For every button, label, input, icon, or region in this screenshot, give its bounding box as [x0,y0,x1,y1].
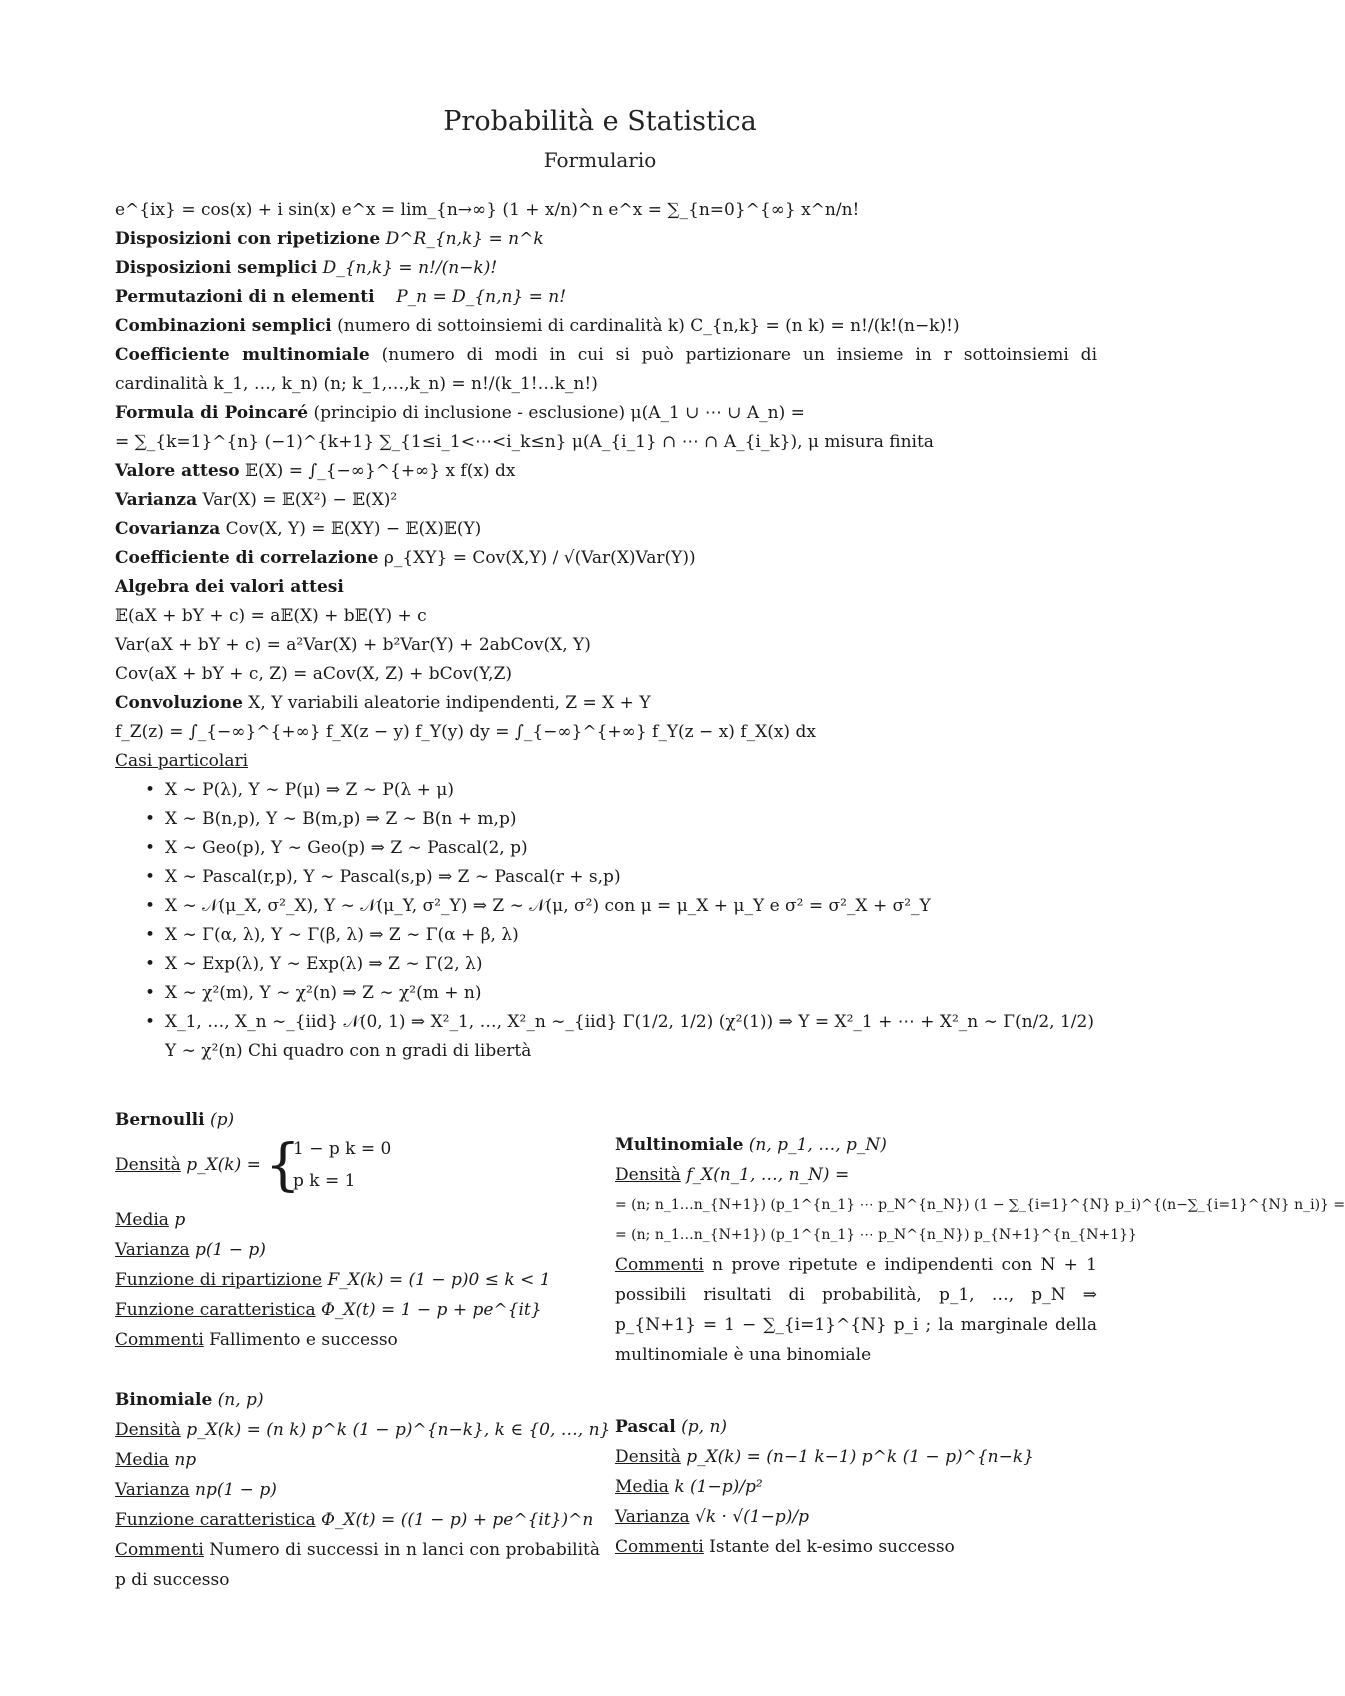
algebra-heading: Algebra dei valori attesi [115,577,344,597]
list-item: • X ∼ Γ(α, λ), Y ∼ Γ(β, λ) ⇒ Z ∼ Γ(α + β, λ) [145,921,1097,950]
list-item: • X ∼ Exp(λ), Y ∼ Exp(λ) ⇒ Z ∼ Γ(2, λ) [145,950,1097,979]
bernoulli-densita: Densità p_X(k) = { 1 − p k = 0 p k = 1 [115,1133,392,1198]
binomiale-media: Media np [115,1450,197,1470]
multinomiale-commenti: Commenti n prove ripetute e indipendenti con N + 1 possibili risultati di probabilità, p_1, …, p_N ⇒ p_{N+1} = 1 − ∑_{i=1}^{N} p_i ; la marginale della multinomiale è una binomiale [615,1255,1097,1365]
binomiale-densita: Densità p_X(k) = (n k) p^k (1 − p)^{n−k}, k ∈ {0, …, n} [115,1420,611,1440]
binomiale-varianza: Varianza np(1 − p) [115,1480,277,1500]
multinomiale-densita-line3: = (n; n_1…n_{N+1}) (p_1^{n_1} ⋯ p_N^{n_N}) p_{N+1}^{n_{N+1}} [615,1227,1137,1243]
bernoulli-media: Media p [115,1210,186,1230]
list-item: • X ∼ B(n,p), Y ∼ B(m,p) ⇒ Z ∼ B(n + m,p) [145,805,1097,834]
pascal-varianza: Varianza √k · √(1−p)/p [615,1507,809,1527]
pascal-section [615,1412,1097,1562]
casi-particolari-heading: Casi particolari [115,751,249,771]
coefficiente-multinomiale: Coefficiente multinomiale (numero di modi in cui si può partizionare un insieme in r sottoinsiemi di cardinalità k_1, …, k_n) (n; k_1,…,k_n) = n!/(k_1!…k_n!) [115,345,1098,394]
varianza: Varianza Var(X) = 𝔼(X²) − 𝔼(X)² [115,490,398,510]
pascal-commenti: Commenti Istante del k-esimo successo [615,1537,955,1557]
bernoulli-ripartizione: Funzione di ripartizione F_X(k) = (1 − p)0 ≤ k < 1 [115,1270,551,1290]
binomiale-caratteristica: Funzione caratteristica Φ_X(t) = ((1 − p) + pe^{it})^n [115,1510,594,1530]
bernoulli-varianza: Varianza p(1 − p) [115,1240,266,1260]
bernoulli-section [115,1105,600,1355]
multinomiale-heading: Multinomiale (n, p_1, …, p_N) [615,1135,887,1155]
list-item: • X ∼ Geo(p), Y ∼ Geo(p) ⇒ Z ∼ Pascal(2, p) [145,834,1097,863]
poincare-expansion: = ∑_{k=1}^{n} (−1)^{k+1} ∑_{1≤i_1<⋯<i_k≤n} μ(A_{i_1} ∩ ⋯ ∩ A_{i_k}), μ misura finita [115,432,934,452]
binomiale-section [115,1385,611,1590]
casi-particolari-list [115,776,1097,1037]
algebra-covarianza: Cov(aX + bY + c, Z) = aCov(X, Z) + bCov(Y,Z) [115,664,513,684]
list-item: • X ∼ χ²(m), Y ∼ χ²(n) ⇒ Z ∼ χ²(m + n) [145,979,1097,1008]
bernoulli-commenti: Commenti Fallimento e successo [115,1330,398,1350]
algebra-valore-atteso: 𝔼(aX + bY + c) = a𝔼(X) + b𝔼(Y) + c [115,606,427,626]
chi-quadro-note: Y ∼ χ²(n) Chi quadro con n gradi di libertà [165,1041,532,1061]
disposizioni-semplici: Disposizioni semplici D_{n,k} = n!/(n−k)! [115,258,498,278]
binomiale-heading: Binomiale (n, p) [115,1390,264,1410]
multinomiale-section [615,1130,1345,1365]
convoluzione-formula: f_Z(z) = ∫_{−∞}^{+∞} f_X(z − y) f_Y(y) dy = ∫_{−∞}^{+∞} f_Y(z − x) f_X(x) dx [115,722,816,742]
page-subtitle: Formulario [543,148,657,172]
permutazioni: Permutazioni di n elementi P_n = D_{n,n} = n! [115,287,567,307]
covarianza: Covarianza Cov(X, Y) = 𝔼(XY) − 𝔼(X)𝔼(Y) [115,519,482,539]
convoluzione: Convoluzione X, Y variabili aleatorie indipendenti, Z = X + Y [115,693,651,713]
pascal-densita: Densità p_X(k) = (n−1 k−1) p^k (1 − p)^{n−k} [615,1447,1034,1467]
pascal-heading: Pascal (p, n) [615,1417,728,1437]
valore-atteso: Valore atteso 𝔼(X) = ∫_{−∞}^{+∞} x f(x) dx [115,461,516,481]
list-item: • X ∼ 𝒩(μ_X, σ²_X), Y ∼ 𝒩(μ_Y, σ²_Y) ⇒ Z ∼ 𝒩(μ, σ²) con μ = μ_X + μ_Y e σ² = σ²_X + σ²_Y [145,892,1097,921]
algebra-varianza: Var(aX + bY + c) = a²Var(X) + b²Var(Y) + 2abCov(X, Y) [115,635,591,655]
coefficiente-correlazione: Coefficiente di correlazione ρ_{XY} = Cov(X,Y) / √(Var(X)Var(Y)) [115,548,696,568]
disposizioni-ripetizione: Disposizioni con ripetizione D^R_{n,k} = n^k [115,229,544,249]
combinazioni-semplici: Combinazioni semplici (numero di sottoinsiemi di cardinalità k) C_{n,k} = (n k) = n!/(k!(n−k)!) [115,316,960,336]
binomiale-commenti: Commenti Numero di successi in n lanci con probabilità p di successo [115,1540,600,1590]
formula-poincare: Formula di Poincaré (principio di inclusione - esclusione) μ(A_1 ∪ ⋯ ∪ A_n) = [115,403,805,423]
bernoulli-heading: Bernoulli (p) [115,1110,235,1130]
multinomiale-densita: Densità f_X(n_1, …, n_N) = [615,1165,850,1185]
page-title: Probabilità e Statistica [443,106,757,137]
formula-list [115,196,1097,1066]
pascal-media: Media k (1−p)/p² [615,1477,763,1497]
bernoulli-caratteristica: Funzione caratteristica Φ_X(t) = 1 − p + pe^{it} [115,1300,542,1320]
euler-formula: e^{ix} = cos(x) + i sin(x) e^x = lim_{n→∞} (1 + x/n)^n e^x = ∑_{n=0}^{∞} x^n/n! [115,200,860,220]
multinomiale-densita-line2: = (n; n_1…n_{N+1}) (p_1^{n_1} ⋯ p_N^{n_N}) (1 − ∑_{i=1}^{N} p_i)^{(n−∑_{i=1}^{N} n_i)} = [615,1197,1345,1213]
list-item: • X ∼ P(λ), Y ∼ P(μ) ⇒ Z ∼ P(λ + μ) [145,776,1097,805]
list-item: • X_1, …, X_n ∼_{iid} 𝒩(0, 1) ⇒ X²_1, …, X²_n ∼_{iid} Γ(1/2, 1/2) (χ²(1)) ⇒ Y = X²_1 + ⋯ + X²_n ∼ Γ(n/2, 1/2) [145,1008,1097,1037]
list-item: • X ∼ Pascal(r,p), Y ∼ Pascal(s,p) ⇒ Z ∼ Pascal(r + s,p) [145,863,1097,892]
